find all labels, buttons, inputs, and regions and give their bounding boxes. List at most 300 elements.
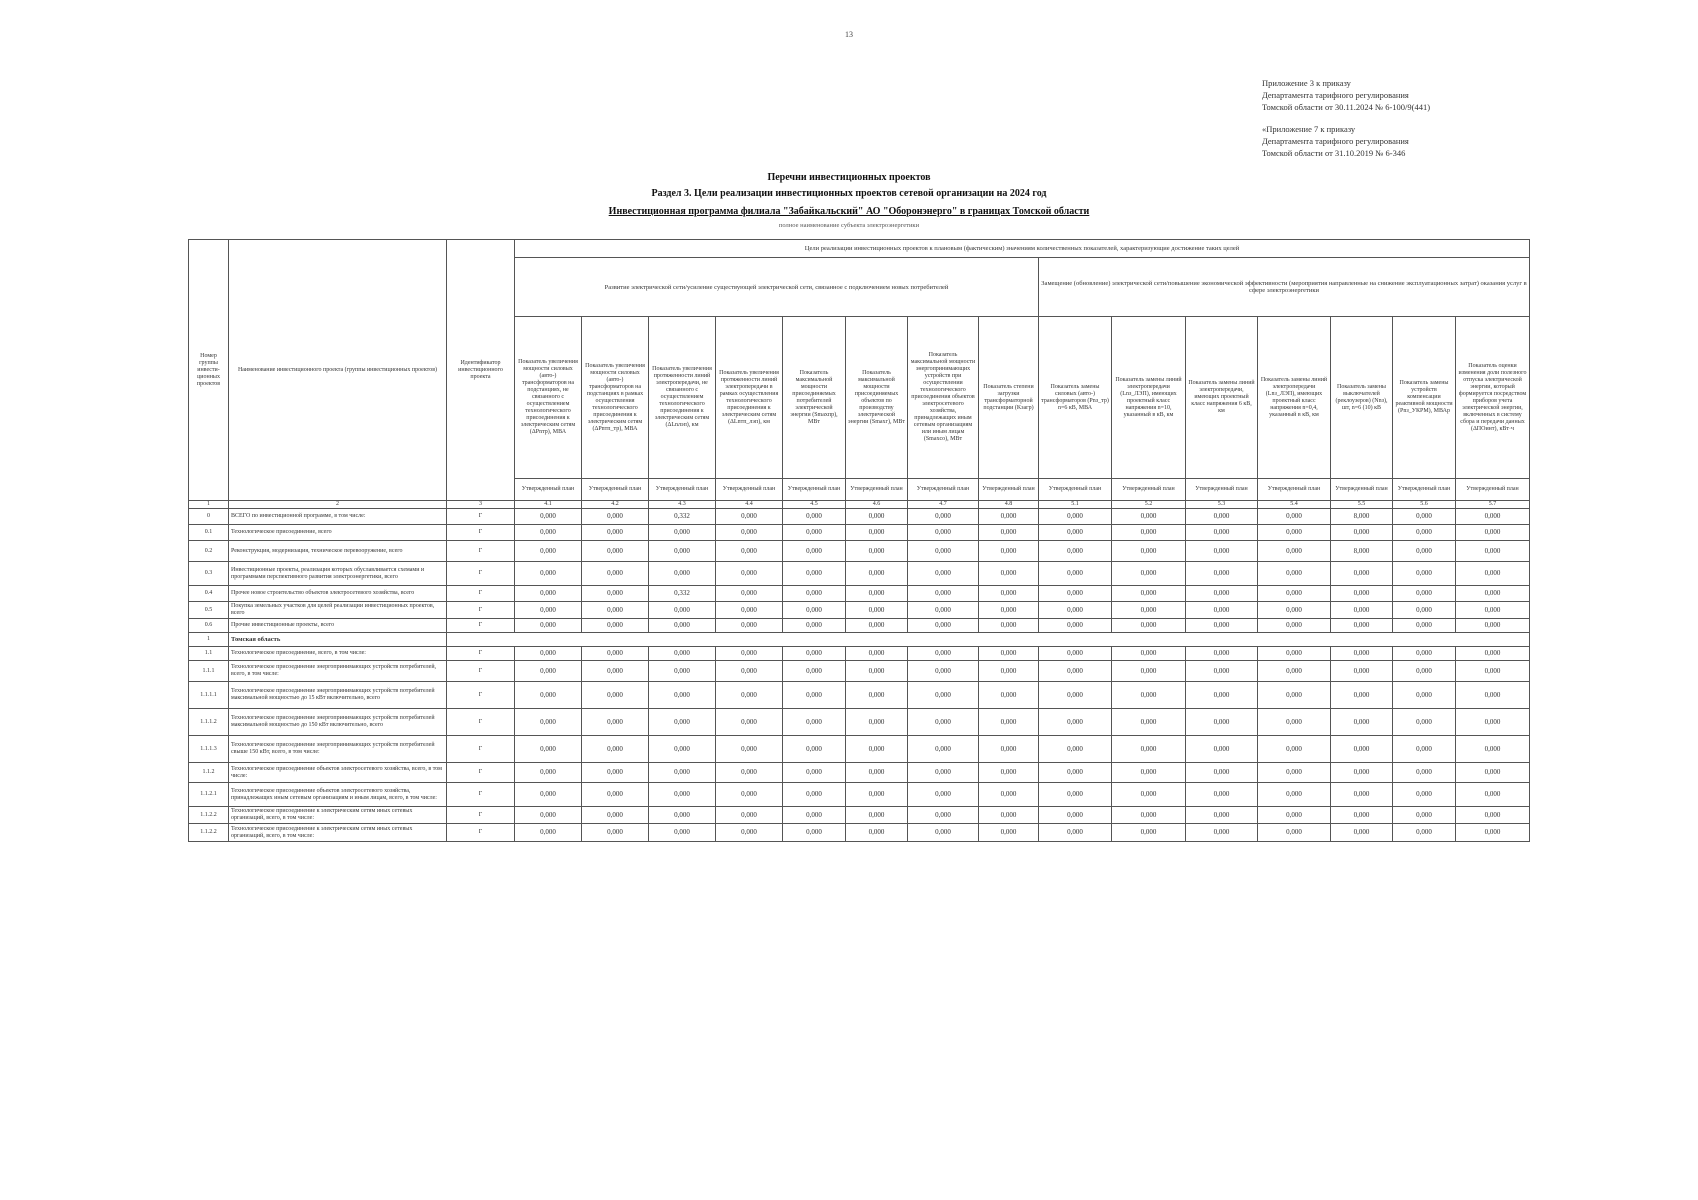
row-value: 0,000 [979,709,1039,736]
row-value: 0,000 [783,509,846,525]
row-value: 0,000 [1393,586,1456,602]
row-value: 0,000 [1456,509,1530,525]
row-number: 1.1.2.2 [189,824,229,842]
annex-line: Томской области от 31.10.2019 № 6-346 [1262,148,1406,158]
row-value: 0,000 [1039,602,1112,619]
table-row [189,525,1530,541]
row-value: 0,000 [783,586,846,602]
row-value: 0,000 [1258,602,1331,619]
row-value: 0,000 [1456,602,1530,619]
row-value: 0,000 [1039,661,1112,682]
row-value: 0,000 [1112,661,1186,682]
row-value: 0,000 [1258,647,1331,661]
row-number: 1.1.1.3 [189,736,229,763]
row-value: 0,000 [1456,709,1530,736]
row-value: 0,000 [783,709,846,736]
row-value: 0,000 [979,602,1039,619]
row-value: 0,000 [582,736,649,763]
row-project-name: Технологическое присоединение энергопринимающих устройств потребителей максимальной мощностью до 15 кВт включительно, всего [229,682,447,709]
row-value: 0,000 [979,783,1039,807]
column-number-row [189,501,1530,509]
row-value: 0,000 [908,783,979,807]
row-project-name: Прочее новое строительство объектов электросетевого хозяйства, всего [229,586,447,602]
row-value: 0,000 [1393,647,1456,661]
row-value: 0,000 [582,586,649,602]
column-number: 5.6 [1393,501,1456,509]
row-value: 0,000 [1258,562,1331,586]
row-value: 0,000 [979,619,1039,633]
header-indicator: Показатель увеличения протяженности линий электропередачи, не связанного с осуществлением технологического присоединения к электрическим сетям (ΔLnлэп), км [649,317,716,479]
row-value: 0,000 [1456,736,1530,763]
row-value: 0,000 [1456,807,1530,824]
table-row [189,783,1530,807]
row-value: 0,000 [649,783,716,807]
column-number: 4.3 [649,501,716,509]
header-indicator: Показатель замены линий электропередачи, имеющих проектный класс напряжения 6 кВ, км [1186,317,1258,479]
row-value: 0,000 [783,541,846,562]
document-title: Перечни инвестиционных проектов [767,172,931,183]
column-number: 5.5 [1331,501,1393,509]
row-number: 1.1 [189,647,229,661]
row-value: 0,000 [979,763,1039,783]
row-value: 0,000 [582,763,649,783]
row-value: 0,000 [846,709,908,736]
annex-block-2 [1262,123,1409,159]
row-value: 0,000 [1456,682,1530,709]
header-indicator: Показатель максимальной мощности присоединяемых потребителей электрической энергии (Smaxпр), МВт [783,317,846,479]
row-value: 0,000 [846,619,908,633]
row-value: 0,000 [1186,824,1258,842]
row-value: 0,000 [908,619,979,633]
row-value: 0,000 [649,736,716,763]
row-value: 0,000 [716,602,783,619]
row-value: 0,000 [783,525,846,541]
row-value: 0,000 [1039,682,1112,709]
investment-goals-table [188,239,1530,842]
row-value: 0,000 [1039,562,1112,586]
row-value: 0,000 [1258,736,1331,763]
row-value: 0,000 [716,541,783,562]
row-value: 0,000 [515,682,582,709]
row-value: 0,000 [846,807,908,824]
row-value: 0,000 [1258,619,1331,633]
row-value: 0,000 [1331,661,1393,682]
row-number: 1 [189,633,229,647]
row-value: 0,000 [979,562,1039,586]
row-value: 0,000 [649,602,716,619]
row-value: 0,000 [582,562,649,586]
row-value: 0,000 [783,763,846,783]
column-number: 5.2 [1112,501,1186,509]
header-plan-label: Утвержденный план [1331,479,1393,501]
row-value: 0,000 [1039,619,1112,633]
row-value: 0,000 [1258,525,1331,541]
row-number: 1.1.1.2 [189,709,229,736]
column-number: 2 [229,501,447,509]
row-number: 1.1.2.2 [189,807,229,824]
row-value: 0,000 [1186,736,1258,763]
row-value: 8,000 [1331,541,1393,562]
row-value: 0,000 [1039,509,1112,525]
column-number: 4.7 [908,501,979,509]
row-value: 0,000 [979,647,1039,661]
row-value: 0,000 [908,541,979,562]
row-value: 0,000 [1258,824,1331,842]
row-number: 0.2 [189,541,229,562]
row-value: 0,000 [1393,541,1456,562]
header-plan-label: Утвержденный план [1112,479,1186,501]
row-value: 0,000 [1112,807,1186,824]
annex-line: «Приложение 7 к приказу [1262,124,1356,134]
row-value: 0,000 [649,682,716,709]
table-row [189,763,1530,783]
row-number: 1.1.2.1 [189,783,229,807]
row-value: 0,000 [515,661,582,682]
row-value: 0,000 [1393,763,1456,783]
section-title: Раздел 3. Цели реализации инвестиционных проектов сетевой организации на 2024 год [651,188,1047,199]
row-value: 0,000 [846,602,908,619]
row-value: 0,000 [1258,709,1331,736]
header-plan-label: Утвержденный план [908,479,979,501]
row-value: 0,000 [1331,807,1393,824]
row-value: 0,000 [908,736,979,763]
row-value: 0,000 [716,586,783,602]
row-value: 0,000 [515,562,582,586]
row-value: 0,000 [716,824,783,842]
row-value: 0,000 [582,783,649,807]
row-value: 0,000 [1331,602,1393,619]
row-value: 0,000 [1112,736,1186,763]
column-number: 4.4 [716,501,783,509]
row-value: 0,000 [1186,783,1258,807]
header-indicator: Показатель увеличения протяженности линий электропередачи в рамках осуществления технологического присоединения к электрическим сетям (ΔLnтп_лэп), км [716,317,783,479]
row-identifier: Г [447,783,515,807]
row-value: 0,000 [979,586,1039,602]
annex-line: Департамента тарифного регулирования [1262,136,1409,146]
annex-line: Томской области от 30.11.2024 № 6-100/9(441) [1262,102,1431,112]
row-value: 0,000 [783,602,846,619]
row-value: 0,000 [582,647,649,661]
row-value: 0,000 [1393,824,1456,842]
row-value: 0,000 [716,682,783,709]
row-value: 0,000 [908,602,979,619]
row-value: 0,000 [1112,586,1186,602]
row-project-name: Прочие инвестиционные проекты, всего [229,619,447,633]
table-row [189,736,1530,763]
row-value: 0,000 [1331,586,1393,602]
row-value: 0,000 [1456,619,1530,633]
row-value: 0,000 [1258,661,1331,682]
row-value: 0,000 [716,709,783,736]
row-value: 0,000 [979,682,1039,709]
row-value: 0,000 [716,647,783,661]
table-row [189,602,1530,619]
row-value: 0,000 [515,824,582,842]
row-value: 0,000 [582,619,649,633]
row-value: 0,000 [1186,647,1258,661]
row-value: 0,000 [1039,525,1112,541]
header-plan-label: Утвержденный план [979,479,1039,501]
header-indicator: Показатель замены линий электропередачи (Lnз_ЛЭП), имеющих проектный класс напряжения n=10, указанный в кВ, км [1112,317,1186,479]
row-number: 0.6 [189,619,229,633]
row-value: 0,000 [582,602,649,619]
row-identifier: Г [447,602,515,619]
annex-line: Департамента тарифного регулирования [1262,90,1409,100]
header-indicator: Показатель степени загрузки трансформаторной подстанции (Kзагр) [979,317,1039,479]
header-identifier: Идентификатор инвестиционного проекта [447,240,515,501]
row-value: 0,000 [1039,736,1112,763]
row-value: 0,000 [783,682,846,709]
row-value: 0,000 [846,586,908,602]
row-value: 0,000 [783,647,846,661]
row-identifier: Г [447,682,515,709]
column-number: 4.1 [515,501,582,509]
row-value: 0,000 [1039,586,1112,602]
row-value: 0,000 [908,807,979,824]
row-value: 0,000 [1112,763,1186,783]
row-identifier: Г [447,824,515,842]
header-plan-label: Утвержденный план [716,479,783,501]
row-value: 8,000 [1331,509,1393,525]
row-number: 0 [189,509,229,525]
row-value: 0,000 [582,509,649,525]
row-value: 0,000 [1393,661,1456,682]
row-value: 0,000 [1393,807,1456,824]
row-value: 0,000 [1456,661,1530,682]
header-indicator: Показатель замены устройств компенсации реактивной мощности (Pnз_УКРМ), МВАр [1393,317,1456,479]
column-number: 5.7 [1456,501,1530,509]
program-title-caption: полное наименование субъекта электроэнергетики [778,222,920,229]
row-value: 0,000 [1258,783,1331,807]
table-row [189,682,1530,709]
row-identifier: Г [447,562,515,586]
row-value: 0,000 [846,525,908,541]
row-value: 0,000 [1112,541,1186,562]
column-number: 4.8 [979,501,1039,509]
row-value: 0,000 [1331,619,1393,633]
table-row [189,541,1530,562]
header-group-5: Замещение (обновление) электрической сети/повышение экономической эффективности (мероприятия направленные на снижение эксплуатационных затрат) оказания услуг в сфере электроэнергетики [1039,258,1530,317]
row-value: 0,000 [908,824,979,842]
table-row [189,824,1530,842]
row-value: 0,000 [979,525,1039,541]
header-indicator: Показатель максимальной мощности присоединяемых объектов по производству электрической энергии (Smaxг), МВт [846,317,908,479]
row-value: 0,000 [1186,709,1258,736]
row-project-name: Технологическое присоединение объектов электросетевого хозяйства, принадлежащих иным сетевым организациям и иным лицам, всего, в том числе: [229,783,447,807]
row-value: 0,000 [649,562,716,586]
row-value: 0,000 [783,619,846,633]
table-row [189,619,1530,633]
row-value: 0,000 [515,709,582,736]
row-value: 0,000 [1331,783,1393,807]
row-value: 0,000 [1393,602,1456,619]
header-indicator: Показатель замены силовых (авто-) трансформаторов (Pnз_тр) n=6 кВ, МВА [1039,317,1112,479]
row-number: 0.4 [189,586,229,602]
table-row [189,633,1530,647]
row-value: 0,000 [1112,709,1186,736]
row-project-name: Технологическое присоединение, всего, в том числе: [229,647,447,661]
header-plan-label: Утвержденный план [1456,479,1530,501]
row-value: 0,000 [1112,824,1186,842]
row-value: 0,000 [846,647,908,661]
row-identifier: Г [447,807,515,824]
row-value: 0,000 [1039,807,1112,824]
row-value: 0,332 [649,509,716,525]
row-value: 0,000 [783,824,846,842]
header-indicator: Показатель оценки изменения доли полезного отпуска электрической энергии, который формируется посредством приборов учета электрической энергии, включенных в систему сбора и передачи данных (ΔПОинт), кВт·ч [1456,317,1530,479]
program-title: Инвестиционная программа филиала "Забайкальский" АО "Оборонэнерго" в границах Томской области [608,206,1090,217]
row-value: 0,000 [1112,525,1186,541]
header-indicator: Показатель замены выключателей (реклоузеров) (Nnз), шт, n=6 (10) кВ [1331,317,1393,479]
row-value: 0,000 [649,807,716,824]
row-value: 0,000 [1258,509,1331,525]
row-value: 0,000 [783,562,846,586]
row-value: 0,000 [1456,647,1530,661]
row-value: 0,000 [1393,783,1456,807]
row-value: 0,000 [1186,619,1258,633]
row-value: 0,000 [649,525,716,541]
row-value: 0,000 [908,709,979,736]
row-value: 0,000 [846,541,908,562]
table-row [189,562,1530,586]
region-spacer [447,633,1530,647]
row-value: 0,000 [979,807,1039,824]
row-identifier: Г [447,736,515,763]
row-value: 0,000 [716,763,783,783]
row-value: 0,000 [515,509,582,525]
row-value: 0,000 [1456,525,1530,541]
row-value: 0,000 [515,619,582,633]
header-plan-label: Утвержденный план [515,479,582,501]
row-project-name: ВСЕГО по инвестиционной программе, в том числе: [229,509,447,525]
row-value: 0,000 [979,509,1039,525]
row-value: 0,000 [649,709,716,736]
row-value: 0,000 [1258,541,1331,562]
row-value: 0,000 [1393,509,1456,525]
row-value: 0,000 [1112,602,1186,619]
row-value: 0,000 [1331,562,1393,586]
row-identifier: Г [447,709,515,736]
row-value: 0,000 [1331,647,1393,661]
row-value: 0,000 [1039,709,1112,736]
row-value: 0,000 [1456,586,1530,602]
header-plan-label: Утвержденный план [649,479,716,501]
row-value: 0,000 [1186,807,1258,824]
row-value: 0,000 [979,736,1039,763]
annex-block-1 [1262,77,1430,113]
row-value: 0,000 [783,783,846,807]
row-value: 0,000 [582,541,649,562]
row-value: 0,000 [649,541,716,562]
row-value: 0,000 [582,807,649,824]
row-value: 0,000 [1258,682,1331,709]
row-value: 0,000 [515,541,582,562]
row-value: 0,000 [1331,736,1393,763]
row-value: 0,000 [979,541,1039,562]
row-value: 0,000 [515,807,582,824]
header-plan-label: Утвержденный план [846,479,908,501]
row-value: 0,000 [716,736,783,763]
row-project-name: Технологическое присоединение к электрическим сетям иных сетевых организаций, всего, в том числе: [229,824,447,842]
row-value: 0,000 [908,509,979,525]
row-value: 0,000 [908,763,979,783]
row-project-name: Инвестиционные проекты, реализация которых обуславливается схемами и программами перспективного развития электроэнергетики, всего [229,562,447,586]
header-indicator: Показатель увеличения мощности силовых (авто-) трансформаторов на подстанциях, не связанного с осуществлением технологического присоединения к электрическим сетям (ΔPnтр), МВА [515,317,582,479]
row-value: 0,000 [783,807,846,824]
column-number: 3 [447,501,515,509]
row-value: 0,000 [649,763,716,783]
column-number: 5.1 [1039,501,1112,509]
column-number: 4.2 [582,501,649,509]
header-plan-label: Утвержденный план [1039,479,1112,501]
page-number: 13 [845,30,853,39]
row-value: 0,000 [1112,783,1186,807]
row-value: 0,000 [1331,824,1393,842]
row-value: 0,000 [1258,763,1331,783]
row-value: 0,000 [716,783,783,807]
row-value: 0,000 [515,586,582,602]
row-value: 0,000 [1393,709,1456,736]
row-project-name: Покупка земельных участков для целей реализации инвестиционных проектов, всего [229,602,447,619]
row-value: 0,000 [846,661,908,682]
row-identifier: Г [447,509,515,525]
table-row [189,647,1530,661]
row-value: 0,000 [1112,682,1186,709]
row-value: 0,000 [1186,541,1258,562]
row-number: 0.3 [189,562,229,586]
header-indicator: Показатель максимальной мощности энергопринимающих устройств при осуществлении технологического присоединения объектов электросетевого хозяйства, принадлежащих иным сетевым организациям или иным лицам (Smaxсо), МВт [908,317,979,479]
row-number: 1.1.1 [189,661,229,682]
row-value: 0,000 [908,661,979,682]
row-value: 0,000 [846,763,908,783]
row-identifier: Г [447,661,515,682]
row-value: 0,000 [1456,824,1530,842]
row-value: 0,000 [846,682,908,709]
row-identifier: Г [447,763,515,783]
row-project-name: Технологическое присоединение к электрическим сетям иных сетевых организаций, всего, в том числе: [229,807,447,824]
row-value: 0,000 [515,783,582,807]
row-project-name: Технологическое присоединение объектов электросетевого хозяйства, всего, в том числе: [229,763,447,783]
row-value: 0,000 [1039,824,1112,842]
row-value: 0,000 [979,824,1039,842]
column-number: 4.6 [846,501,908,509]
row-value: 0,000 [1186,682,1258,709]
row-value: 0,000 [1186,586,1258,602]
row-value: 0,000 [908,562,979,586]
column-number: 5.3 [1186,501,1258,509]
row-value: 0,000 [582,525,649,541]
row-value: 0,000 [1186,562,1258,586]
column-number: 1 [189,501,229,509]
row-project-name: Технологическое присоединение энергопринимающих устройств потребителей свыше 150 кВт, всего, в том числе: [229,736,447,763]
row-value: 0,000 [1039,783,1112,807]
row-number: 0.1 [189,525,229,541]
row-value: 0,332 [649,586,716,602]
row-value: 0,000 [846,736,908,763]
row-value: 0,000 [649,647,716,661]
row-identifier: Г [447,586,515,602]
row-value: 0,000 [846,824,908,842]
row-value: 0,000 [1331,709,1393,736]
header-indicator: Показатель увеличения мощности силовых (авто-) трансформаторов на подстанциях в рамках осуществления технологического присоединения к электрическим сетям (ΔPnтп_тр), МВА [582,317,649,479]
annex-line: Приложение 3 к приказу [1262,78,1351,88]
row-identifier: Г [447,525,515,541]
row-value: 0,000 [908,586,979,602]
row-value: 0,000 [515,525,582,541]
row-value: 0,000 [582,661,649,682]
header-indicator: Показатель замены линий электропередачи (Lnз_ЛЭП), имеющих проектный класс напряжения n=0,4, указанный в кВ, км [1258,317,1331,479]
header-plan-label: Утвержденный план [1186,479,1258,501]
